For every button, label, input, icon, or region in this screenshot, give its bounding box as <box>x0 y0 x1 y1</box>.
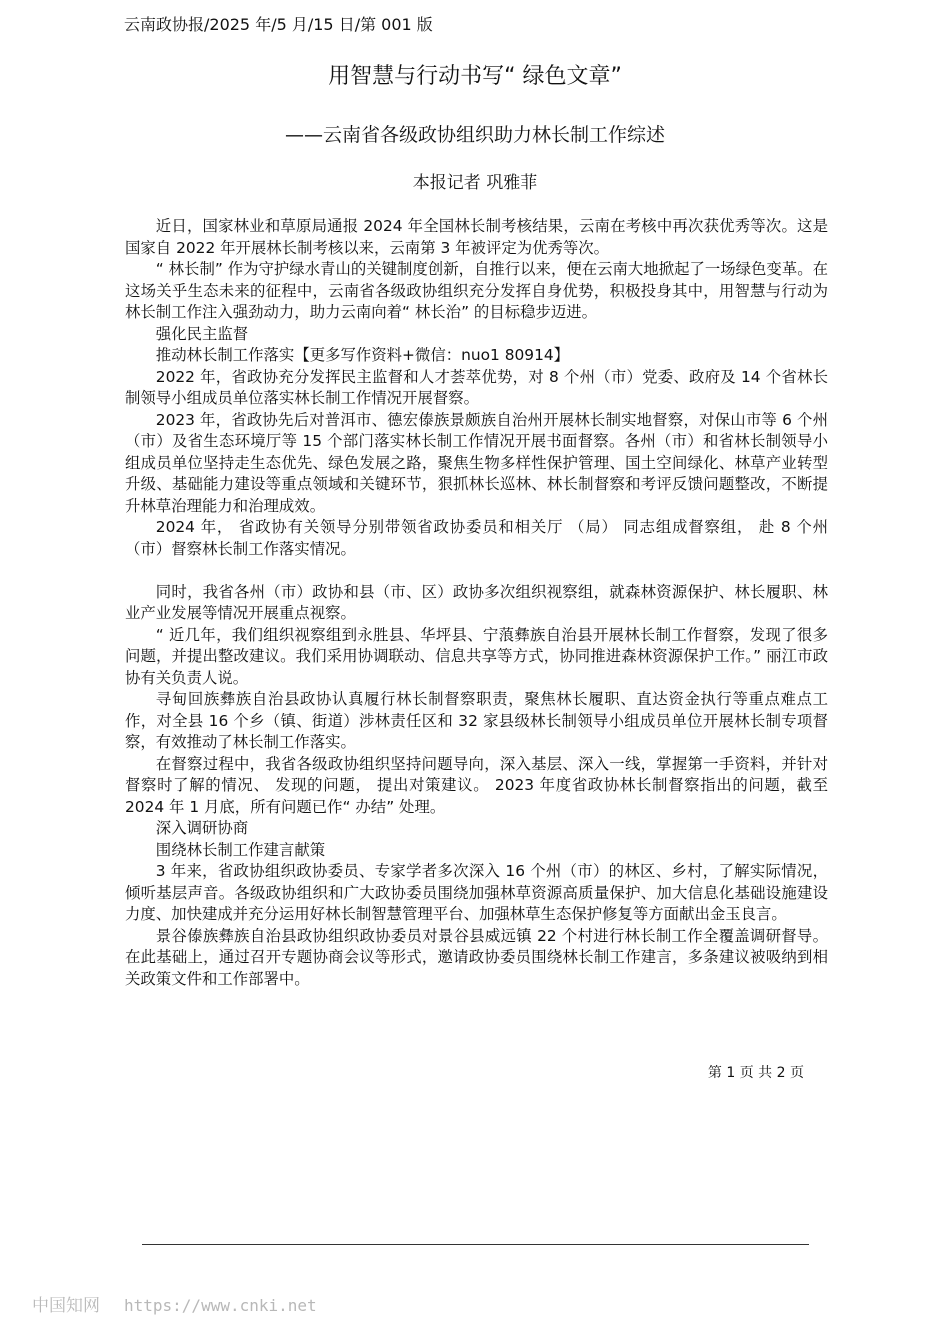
section-subheading: 围绕林长制工作建言献策 <box>155 840 326 859</box>
section-heading: 深入调研协商 <box>155 819 249 837</box>
article-subtitle: ——云南省各级政协组织助力林长制工作综述 <box>284 124 665 146</box>
article-body <box>125 216 828 990</box>
paragraph: 同时，我省各州（市）政协和县（市、区）政协多次组织视察组，就森林资源保护、林长履职、林业产业发展等情况开展重点视察。 <box>125 582 828 622</box>
watermark-brand: 中国知网 <box>32 1296 100 1316</box>
blank-line <box>125 560 828 582</box>
paragraph: 在督察过程中，我省各级政协组织坚持问题导向，深入基层、深入一线，掌握第一手资料，并针对督察时了解的情况、 发现的问题， 提出对策建议。 2023 年度省政协林长制督察指出的问题，截至 2024 年 1 月底，所有问题已作“ 办结” 处理。 <box>125 754 828 816</box>
watermark-url: https://www.cnki.net <box>124 1296 317 1315</box>
paragraph: 2022 年，省政协充分发挥民主监督和人才荟萃优势，对 8 个州（市）党委、政府及 14 个省林长制领导小组成员单位落实林长制工作情况开展督察。 <box>125 367 828 407</box>
footer-divider <box>142 1244 809 1245</box>
paragraph: 景谷傣族彝族自治县政协组织政协委员对景谷县威远镇 22 个村进行林长制工作全覆盖调研督导。在此基础上，通过召开专题协商会议等形式，邀请政协委员围绕林长制工作建言，多条建议被吸纳到相关政策文件和工作部署中。 <box>125 926 828 988</box>
cnki-watermark <box>32 1294 317 1318</box>
article-title: 用智慧与行动书写“ 绿色文章” <box>328 64 622 89</box>
page-number: 第 1 页 共 2 页 <box>707 1065 804 1081</box>
article-byline: 本报记者 巩雅菲 <box>412 173 538 193</box>
section-heading: 强化民主监督 <box>155 324 249 343</box>
paragraph: 2024 年， 省政协有关领导分别带领省政协委员和相关厅 （局） 同志组成督察组， 赴 8 个州（市）督察林长制工作落实情况。 <box>125 518 828 558</box>
paragraph: 3 年来，省政协组织政协委员、专家学者多次深入 16 个州（市）的林区、乡村，了解实际情况，倾听基层声音。各级政协组织和广大政协委员围绕加强林草资源高质量保护、加大信息化基础设施建设力度、加快建成并充分运用好林长制智慧管理平台、加强林草生态保护修复等方面献出金玉良言。 <box>125 862 828 923</box>
paragraph: “ 近几年，我们组织视察组到永胜县、华坪县、宁蒗彝族自治县开展林长制工作督察，发现了很多问题，并提出整改建议。我们采用协调联动、信息共享等方式，协同推进森林资源保护工作。” 丽江市政协有关负责人说。 <box>125 625 828 687</box>
section-subheading: 推动林长制工作落实【更多写作资料+微信：nuo1 80914】 <box>155 346 570 364</box>
paragraph: “ 林长制” 作为守护绿水青山的关键制度创新，自推行以来，便在云南大地掀起了一场绿色变革。在这场关乎生态未来的征程中，云南省各级政协组织充分发挥自身优势，积极投身其中，用智慧与行动为林长制工作注入强劲动力，助力云南向着“ 林长治” 的目标稳步迈进。 <box>125 260 828 321</box>
paragraph: 寻甸回族彝族自治县政协认真履行林长制督察职责，聚焦林长履职、直达资金执行等重点难点工作，对全县 16 个乡（镇、街道）涉林责任区和 32 家县级林长制领导小组成员单位开展林长制专项督察，有效推动了林长制工作落实。 <box>125 690 828 751</box>
newspaper-source-line: 云南政协报/2025 年/5 月/15 日/第 001 版 <box>124 15 433 34</box>
paragraph: 近日，国家林业和草原局通报 2024 年全国林长制考核结果，云南在考核中再次获优秀等次。这是国家自 2022 年开展林长制考核以来，云南第 3 年被评定为优秀等次。 <box>125 217 828 257</box>
paragraph: 2023 年，省政协先后对普洱市、德宏傣族景颇族自治州开展林长制实地督察，对保山市等 6 个州（市）及省生态环境厅等 15 个部门落实林长制工作情况开展书面督察。各州（市）和省林长制领导小组成员单位坚持走生态优先、绿色发展之路，聚焦生物多样性保护管理、国土空间绿化、林草产业转型升级、基础能力建设等重点领域和关键环节，狠抓林长巡林、林长制督察和考评反馈问题整改，不断提升林草治理能力和治理成效。 <box>125 410 828 515</box>
